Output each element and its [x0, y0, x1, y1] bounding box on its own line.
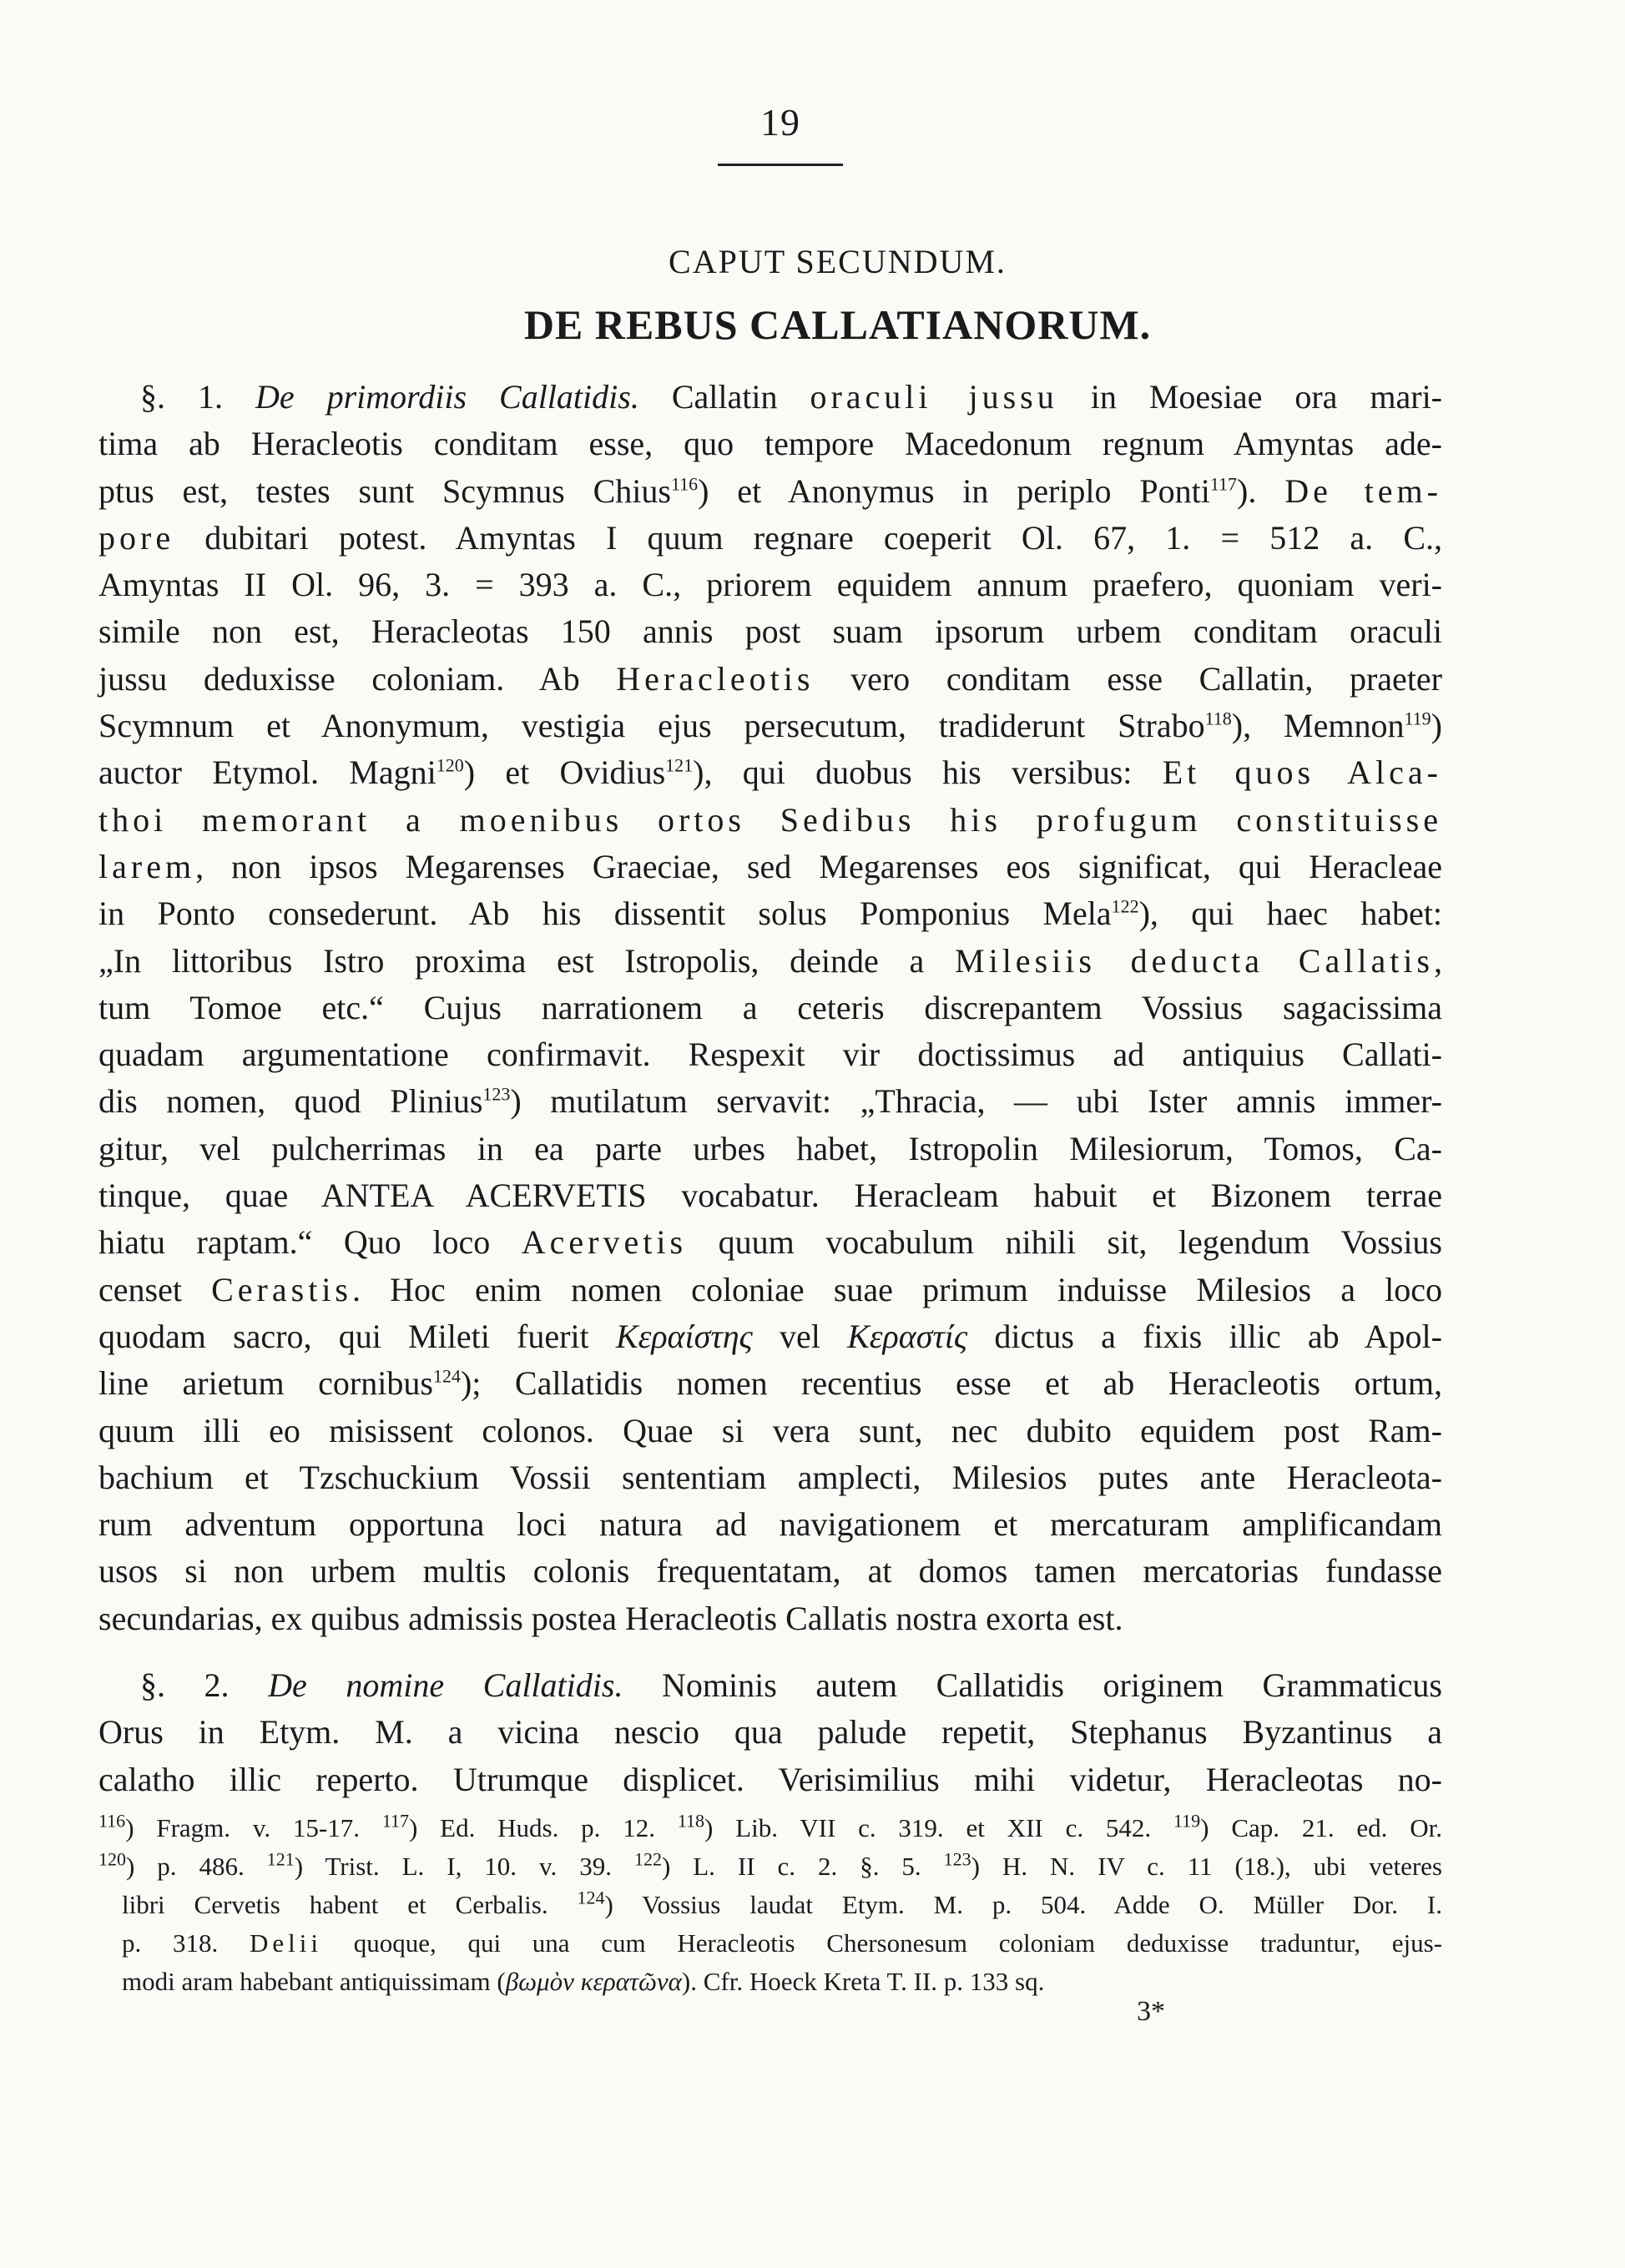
- text-line: „In littoribus Istro proxima est Istropolis, deinde a Milesiis deducta Callatis,: [98, 941, 1442, 980]
- footnote-line: $^{116}$) Fragm. v. 15-17. $^{117}$) Ed. Huds. p. 12. $^{118}$) Lib. VII c. 319. et XII c. 542. $^{119}$) Cap. 21. ed. Or.: [98, 1810, 1442, 1842]
- text-line: quum illi eo misissent colonos. Quae si vera sunt, nec dubito equidem post Ram-: [98, 1411, 1442, 1449]
- section-number: §. 2.: [140, 1666, 230, 1705]
- text-line: in Ponto consederunt. Ab his dissentit solus Pomponius Mela$^{122}$), qui haec habet:: [98, 895, 1443, 933]
- page-number-rule: [718, 164, 843, 166]
- signature-mark: 3*: [1137, 1996, 1165, 2027]
- text-line: §. 1. De primordiis Callatidis. Callatin oraculi jussu in Moesiae ora mari-: [140, 378, 1442, 416]
- page-number: 19: [760, 101, 800, 144]
- text-line: hiatu raptam.“ Quo loco Acervetis quum vocabulum nihili sit, legendum Vossius: [98, 1223, 1442, 1262]
- text-line: simile non est, Heracleotas 150 annis post suam ipsorum urbem conditam oraculi: [98, 612, 1442, 651]
- text-line: tima ab Heracleotis conditam esse, quo tempore Macedonum regnum Amyntas ade-: [98, 425, 1442, 463]
- text-line: line arietum cornibus$^{124}$); Callatidis nomen recentius esse et ab Heracleotis ortum,: [98, 1364, 1442, 1403]
- text-line: Orus in Etym. M. a vicina nescio qua palude repetit, Stephanus Byzantinus a: [98, 1713, 1442, 1751]
- text-line: thoi memorant a moenibus ortos Sedibus his profugum constituisse: [98, 800, 1442, 839]
- footnote-line: modi aram habebant antiquissimam (βωμὸν κερατῶνα). Cfr. Hoeck Kreta T. II. p. 133 sq.: [122, 1967, 1045, 1996]
- text-line: gitur, vel pulcherrimas in ea parte urbes habet, Istropolin Milesiorum, Tomos, Ca-: [98, 1129, 1442, 1167]
- text-line: secundarias, ex quibus admissis postea Heracleotis Callatis nostra exorta est.: [98, 1599, 1123, 1637]
- text-line: rum adventum opportuna loci natura ad navigationem et mercaturam amplificandam: [98, 1505, 1442, 1544]
- section-number: §. 1.: [140, 378, 223, 416]
- chapter-title: DE REBUS CALLATIANORUM.: [523, 301, 1152, 348]
- footnotes: [98, 1809, 1442, 2001]
- footnote-line: libri Cervetis habent et Cerbalis. $^{124}$) Vossius laudat Etym. M. p. 504. Adde O. Müller Dor. I.: [122, 1887, 1443, 1919]
- text-line: Scymnum et Anonymum, vestigia ejus persecutum, tradiderunt Strabo$^{118}$), Memnon$^{119}$): [98, 707, 1442, 745]
- text-line: calatho illic reperto. Utrumque displicet. Verisimilius mihi videtur, Heracleotas no-: [98, 1760, 1442, 1798]
- text-line: auctor Etymol. Magni$^{120}$) et Ovidius$^{121}$), qui duobus his versibus: Et quos Alca-: [98, 753, 1442, 792]
- text-line: larem, non ipsos Megarenses Graeciae, sed Megarenses eos significat, qui Heracleae: [98, 847, 1442, 885]
- text-line: censet Cerastis. Hoc enim nomen coloniae suae primum induisse Milesios a loco: [98, 1270, 1442, 1308]
- text-line: quodam sacro, qui Mileti fuerit Κεραίστης vel Κεραστίς dictus a fixis illic ab Apol-: [98, 1317, 1442, 1355]
- body-text: [98, 374, 1442, 1803]
- text-line: pore dubitari potest. Amyntas I quum regnare coeperit Ol. 67, 1. = 512 a. C.,: [98, 518, 1442, 557]
- text-line: tum Tomoe etc.“ Cujus narrationem a ceteris discrepantem Vossius sagacissima: [98, 988, 1442, 1026]
- chapter-label: CAPUT SECUNDUM.: [669, 243, 1007, 280]
- footnote-line: $^{120}$) p. 486. $^{121}$) Trist. L. I, 10. v. 39. $^{122}$) L. II c. 2. §. 5. $^{123}$) H. N. IV c. 11 (18.), ubi veteres: [98, 1848, 1442, 1881]
- footnote-line: p. 318. Delii quoque, qui una cum Heracleotis Chersonesum coloniam deduxisse traduntur, ejus-: [122, 1928, 1442, 1958]
- text-line: Amyntas II Ol. 96, 3. = 393 a. C., priorem equidem annum praefero, quoniam veri-: [98, 566, 1442, 604]
- text-line: dis nomen, quod Plinius$^{123}$) mutilatum servavit: „Thracia, — ubi Ister amnis immer-: [98, 1082, 1442, 1121]
- section-heading: De nomine Callatidis.: [268, 1666, 623, 1705]
- section-heading: De primordiis Callatidis.: [255, 378, 639, 416]
- text-line: ptus est, testes sunt Scymnus Chius$^{116}$) et Anonymus in periplo Ponti$^{117}$). De tem-: [98, 471, 1442, 510]
- text-line: usos si non urbem multis colonis frequentatam, at domos tamen mercatorias fundasse: [98, 1552, 1442, 1590]
- text-line: §. 2. De nomine Callatidis. Nominis autem Callatidis originem Grammaticus: [140, 1666, 1443, 1705]
- text-line: quadam argumentatione confirmavit. Respexit vir doctissimus ad antiquius Callati-: [98, 1036, 1442, 1074]
- text-line: bachium et Tzschuckium Vossii sententiam amplecti, Milesios putes ante Heracleota-: [98, 1458, 1442, 1496]
- text-line: tinque, quae ANTEA ACERVETIS vocabatur. Heracleam habuit et Bizonem terrae: [98, 1177, 1442, 1215]
- text-line: jussu deduxisse coloniam. Ab Heracleotis vero conditam esse Callatin, praeter: [98, 659, 1443, 698]
